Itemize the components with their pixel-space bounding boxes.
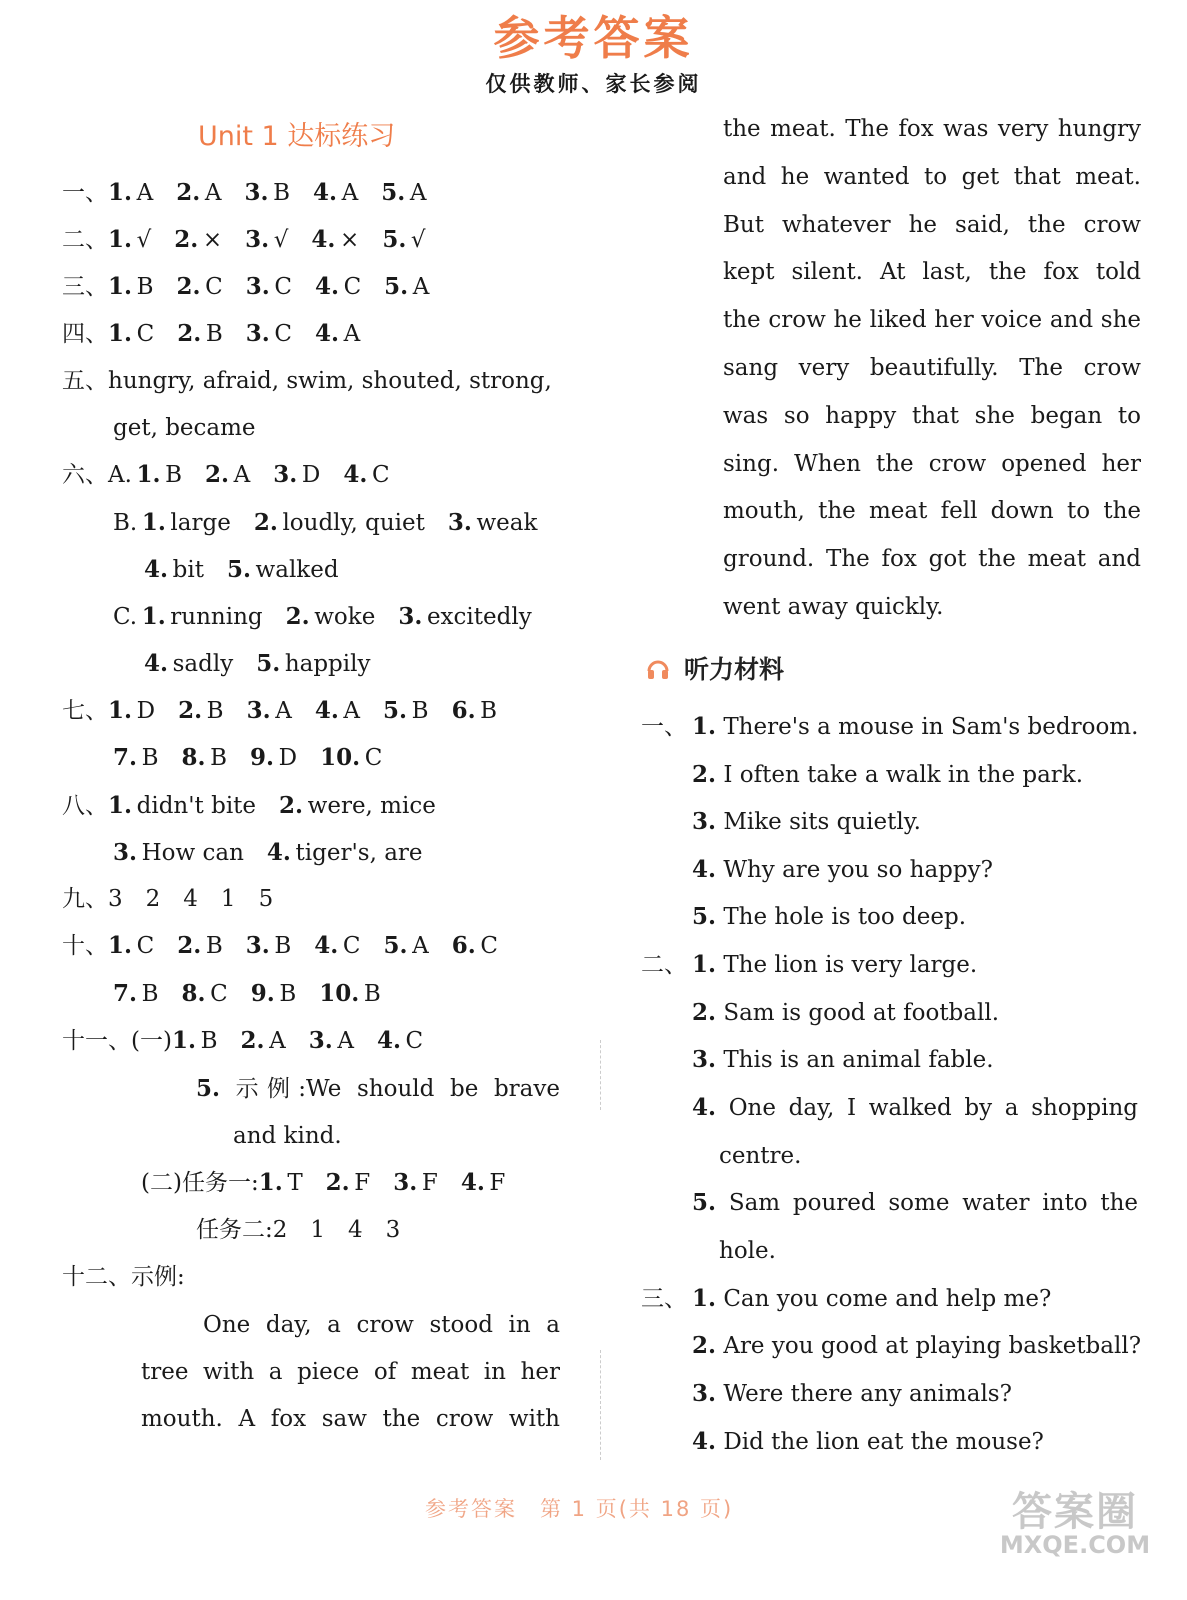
page-title: 参考答案: [493, 11, 694, 65]
essay-continued-line-8: sing. When the crow opened her: [723, 451, 1141, 477]
answer-section-8-line-2: 3. How can 4. tiger's, are: [113, 839, 423, 866]
listening-item: 1. Can you come and help me?: [692, 1285, 1052, 1312]
listening-item: 2. Are you good at playing basketball?: [692, 1332, 1142, 1359]
listening-heading: [646, 650, 784, 686]
column-divider-lower: [600, 1350, 601, 1460]
essay-continued-line-11: went away quickly.: [723, 594, 944, 620]
listening-section-3-label: 三、: [641, 1286, 687, 1312]
listening-item: 4. Why are you so happy?: [692, 856, 993, 883]
listening-item: 2. I often take a walk in the park.: [692, 761, 1084, 788]
unit-title: Unit 1 达标练习: [198, 121, 396, 152]
page-subtitle: 仅供教师、家长参阅: [485, 72, 702, 96]
listening-item-continued: centre.: [719, 1143, 802, 1169]
essay-continued-line-9: mouth, the meat fell down to the: [723, 498, 1141, 524]
essay-continued-line-7: was so happy that she began to: [723, 403, 1141, 429]
listening-item: 2. Sam is good at football.: [692, 999, 1000, 1026]
column-divider-upper: [600, 1040, 601, 1110]
listening-item: 3. Were there any animals?: [692, 1380, 1012, 1407]
answer-section-3: 三、1. B 2. C 3. C 4. C 5. A: [62, 273, 430, 300]
answer-section-4: 四、1. C 2. B 3. C 4. A: [62, 320, 361, 347]
listening-item: 4. One day, I walked by a shopping: [692, 1094, 1138, 1121]
watermark-logo-text: 答案圈: [1012, 1489, 1138, 1535]
answer-section-6-c-line-2: 4. sadly 5. happily: [144, 650, 371, 677]
headphones-icon: [646, 657, 670, 681]
listening-section-1-label: 一、: [641, 714, 687, 740]
answer-section-11-line-5: 任务二:2 1 4 3: [196, 1217, 401, 1243]
answer-section-6-a: 六、A. 1. B 2. A 3. D 4. C: [62, 461, 390, 488]
answer-section-10-line-2: 7. B 8. C 9. B 10. B: [113, 980, 381, 1007]
answer-section-5-line-2: get, became: [113, 415, 256, 441]
answer-section-2: 二、1. √ 2. × 3. √ 4. × 5. √: [62, 226, 426, 253]
answer-section-9: 九、3 2 4 1 5: [62, 886, 274, 912]
listening-item: 1. There's a mouse in Sam's bedroom.: [692, 713, 1139, 740]
listening-item: 5. Sam poured some water into the: [692, 1189, 1138, 1216]
answer-section-11-line-2: 5. 示例:We should be brave: [196, 1075, 560, 1102]
essay-continued-line-5: the crow he liked her voice and she: [723, 307, 1141, 333]
answer-section-1: 一、1. A 2. A 3. B 4. A 5. A: [62, 179, 427, 206]
answer-section-7-line-2: 7. B 8. B 9. D 10. C: [113, 744, 383, 771]
answer-section-7-line-1: 七、1. D 2. B 3. A 4. A 5. B 6. B: [62, 697, 498, 724]
essay-line-1: One day, a crow stood in a: [203, 1312, 560, 1338]
listening-item-continued: hole.: [719, 1238, 776, 1264]
listening-item: 3. Mike sits quietly.: [692, 808, 921, 835]
answer-section-12-label: 十二、示例:: [62, 1264, 185, 1290]
listening-item: 4. Did the lion eat the mouse?: [692, 1428, 1044, 1455]
listening-item: 1. The lion is very large.: [692, 951, 978, 978]
essay-continued-line-1: the meat. The fox was very hungry: [723, 116, 1141, 142]
essay-continued-line-6: sang very beautifully. The crow: [723, 355, 1141, 381]
listening-item: 3. This is an animal fable.: [692, 1046, 994, 1073]
answer-section-6-c-line-1: C. 1. running 2. woke 3. excitedly: [113, 603, 532, 630]
answer-section-8-line-1: 八、1. didn't bite 2. were, mice: [62, 792, 436, 819]
listening-item: 5. The hole is too deep.: [692, 903, 967, 930]
essay-line-2: tree with a piece of meat in her: [141, 1359, 560, 1385]
listening-section-2-label: 二、: [641, 952, 687, 978]
site-watermark: [985, 1480, 1165, 1559]
answer-section-6-b-line-1: B. 1. large 2. loudly, quiet 3. weak: [113, 509, 538, 536]
essay-continued-line-3: But whatever he said, the crow: [723, 212, 1141, 238]
answer-section-11-line-4: (二)任务一:1. T 2. F 3. F 4. F: [141, 1169, 506, 1196]
page-footer: 参考答案 第 1 页(共 18 页): [425, 1497, 734, 1521]
watermark-url: MXQE.COM: [999, 1531, 1151, 1559]
answer-section-5-line-1: 五、hungry, afraid, swim, shouted, strong,: [62, 368, 552, 394]
essay-line-3: mouth. A fox saw the crow with: [141, 1406, 560, 1432]
answer-section-11-line-1: 十一、(一)1. B 2. A 3. A 4. C: [62, 1027, 424, 1054]
essay-continued-line-10: ground. The fox got the meat and: [723, 546, 1141, 572]
answer-section-10-line-1: 十、1. C 2. B 3. B 4. C 5. A 6. C: [62, 932, 498, 959]
listening-title: 听力材料: [684, 655, 785, 684]
essay-continued-line-2: and he wanted to get that meat.: [723, 164, 1141, 190]
answer-section-6-b-line-2: 4. bit 5. walked: [144, 556, 339, 583]
answer-section-11-line-3: and kind.: [233, 1123, 342, 1149]
essay-continued-line-4: kept silent. At last, the fox told: [723, 259, 1141, 285]
